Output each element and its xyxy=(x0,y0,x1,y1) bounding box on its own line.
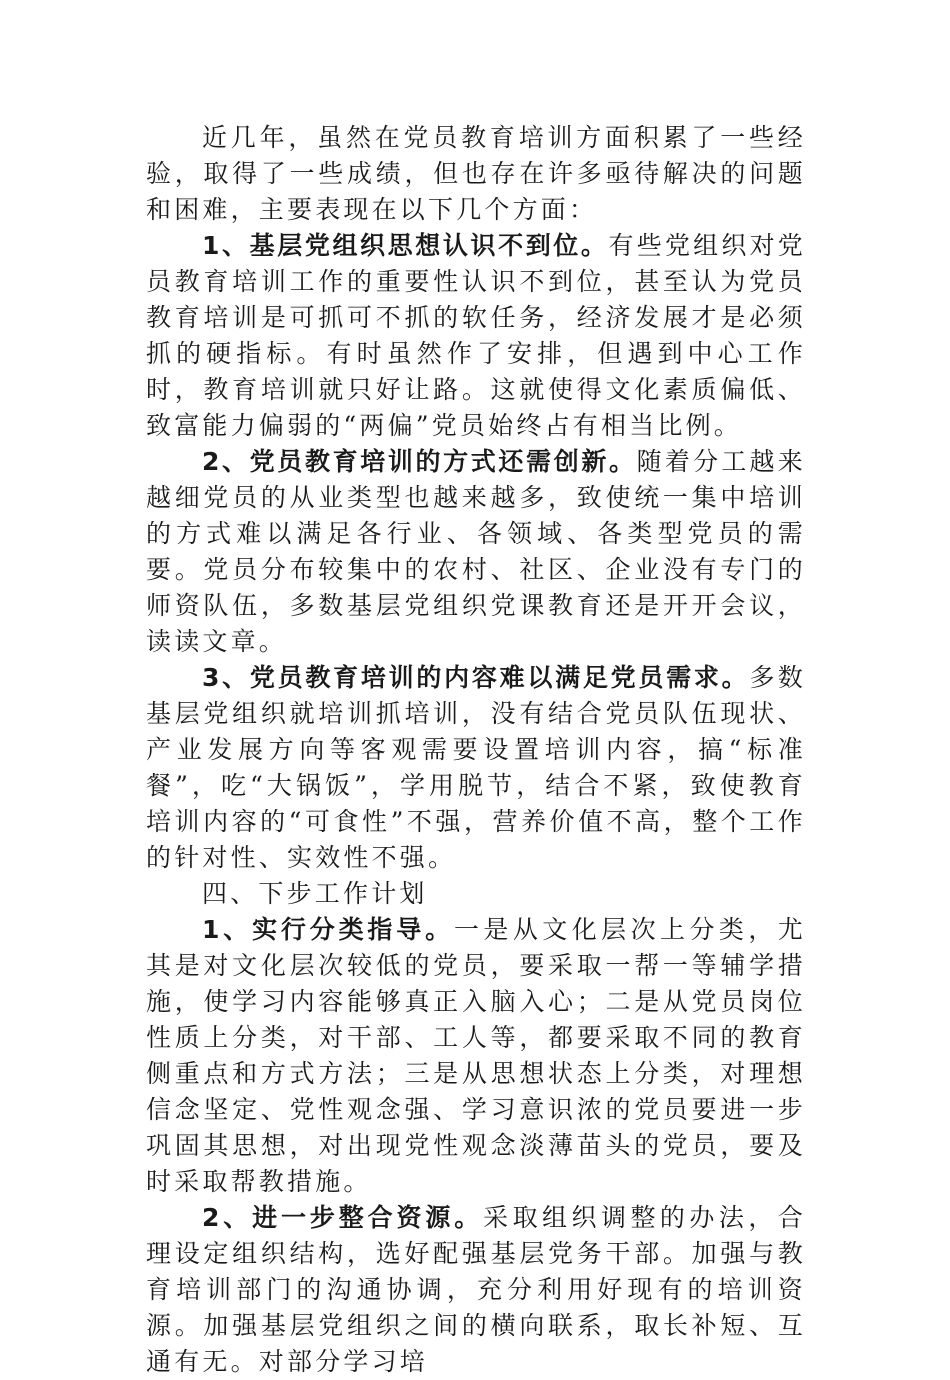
paragraph-text: 随着分工越来越细党员的从业类型也越来越多，致使统一集中培训的方式难以满足各行业、各领域、各类型党员的需要。党员分布较集中的农村、社区、企业没有专门的师资队伍，多数基层党组织党课教育还是开开会议，读读文章。 xyxy=(146,447,806,656)
paragraph-lead: 1、基层党组织思想认识不到位。 xyxy=(202,231,609,260)
problem-paragraph-1 xyxy=(146,228,806,444)
paragraph-lead: 2、党员教育培训的方式还需创新。 xyxy=(202,447,637,476)
plan-paragraph-1 xyxy=(146,912,806,1200)
document-body xyxy=(146,120,806,1380)
problem-paragraph-2 xyxy=(146,444,806,660)
paragraph-lead: 3、党员教育培训的内容难以满足党员需求。 xyxy=(202,663,750,692)
problem-paragraph-3 xyxy=(146,660,806,876)
paragraph-text: 一是从文化层次上分类，尤其是对文化层次较低的党员，要采取一帮一等辅学措施，使学习内容能够真正入脑入心；二是从党员岗位性质上分类，对干部、工人等，都要采取不同的教育侧重点和方式方法；三是从思想状态上分类，对理想信念坚定、党性观念强、学习意识浓的党员要进一步巩固其思想，对出现党性观念淡薄苗头的党员，要及时采取帮教措施。 xyxy=(146,915,807,1196)
paragraph-lead: 1、实行分类指导。 xyxy=(202,915,454,944)
section-heading: 四、下步工作计划 xyxy=(202,879,428,908)
paragraph-text: 采取组织调整的办法，合理设定组织结构，选好配强基层党务干部。加强与教育培训部门的沟通协调，充分利用好现有的培训资源。加强基层党组织之间的横向联系，取长补短、互通有无。对部分学习培 xyxy=(146,1203,806,1376)
paragraph-lead: 2、进一步整合资源。 xyxy=(202,1203,484,1232)
paragraph-text: 多数基层党组织就培训抓培训，没有结合党员队伍现状、产业发展方向等客观需要设置培训内容，搞“标准餐”，吃“大锅饭”，学用脱节，结合不紧，致使教育培训内容的“可食性”不强，营养价值不高，整个工作的针对性、实效性不强。 xyxy=(146,663,806,872)
plan-paragraph-2 xyxy=(146,1200,806,1380)
paragraph-text: 近几年，虽然在党员教育培训方面积累了一些经验，取得了一些成绩，但也存在许多亟待解决的问题和困难，主要表现在以下几个方面： xyxy=(146,123,806,224)
intro-paragraph xyxy=(146,120,806,228)
paragraph-text: 有些党组织对党员教育培训工作的重要性认识不到位，甚至认为党员教育培训是可抓可不抓的软任务，经济发展才是必须抓的硬指标。有时虽然作了安排，但遇到中心工作时，教育培训就只好让路。这就使得文化素质偏低、致富能力偏弱的“两偏”党员始终占有相当比例。 xyxy=(146,231,806,440)
